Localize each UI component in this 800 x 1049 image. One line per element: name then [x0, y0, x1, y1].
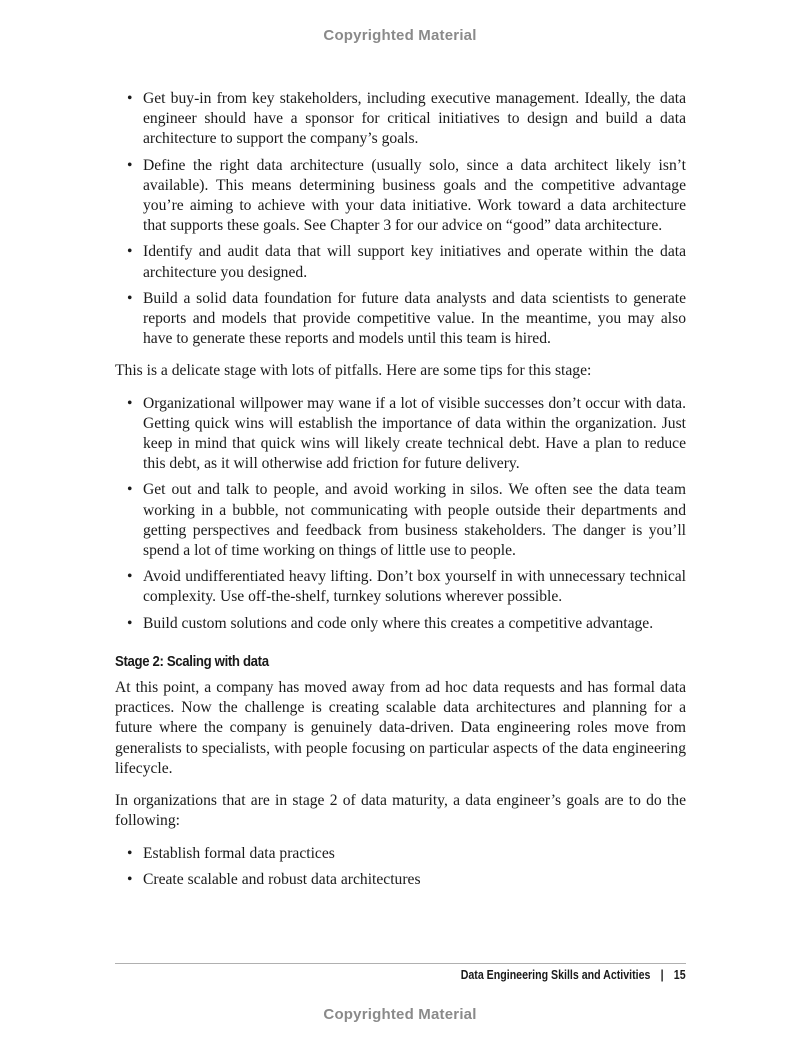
page-footer [461, 968, 686, 982]
bullet-icon: • [127, 243, 133, 261]
footer-separator: | [661, 968, 664, 982]
footer-divider [115, 963, 686, 964]
list-item: • Build custom solutions and code only where this creates a competitive advantage. [115, 614, 686, 634]
section-heading: Stage 2: Scaling with data [115, 652, 269, 670]
page-number: 15 [674, 968, 686, 982]
list-item: • Establish formal data practices [115, 844, 686, 864]
list-item: • Define the right data architecture (usually solo, since a data architect likely isn’t available). This means determining business goals and the competitive advantage you’re aiming to achieve with your data initiative. Work toward a data architecture that supports these goals. See Chapter 3 for our advice on “good” data architecture. [127, 156, 686, 235]
paragraph-tips-intro: This is a delicate stage with lots of pitfalls. Here are some tips for this stage: [115, 362, 592, 380]
copyright-watermark-top: Copyrighted Material [323, 27, 477, 44]
list-item: • Avoid undifferentiated heavy lifting. Don’t box yourself in with unnecessary technical complexity. Use off-the-shelf, turnkey solutions wherever possible. [127, 568, 686, 606]
paragraph-stage2-intro: At this point, a company has moved away from ad hoc data requests and has formal data practices. Now the challenge is creating scalable data architectures and planning for a future where the company is genuinely data-driven. Data engineering roles move from generalists to specialists, with people focusing on particular aspects of the data engineering lifecycle. [115, 679, 686, 777]
bullet-icon: • [127, 289, 133, 307]
bullet-icon: • [127, 90, 133, 107]
bullet-icon: • [127, 870, 133, 888]
bullet-icon: • [127, 394, 133, 412]
tips-list [115, 394, 686, 634]
copyright-watermark-bottom: Copyrighted Material [323, 1006, 477, 1023]
page-body [115, 89, 686, 902]
stage2-goals-list [115, 844, 686, 890]
bullet-icon: • [127, 156, 133, 174]
stage1-goals-list [115, 89, 686, 349]
list-item: • Organizational willpower may wane if a lot of visible successes don’t occur with data. Getting quick wins will establish the importance of data within the organization. Just keep in mind that quick wins will likely create technical debt. Have a plan to reduce this debt, as it will otherwise add friction for future delivery. [127, 394, 686, 473]
list-item: • Create scalable and robust data architectures [115, 870, 686, 890]
bullet-icon: • [127, 844, 133, 862]
list-item: • Identify and audit data that will support key initiatives and operate within the data architecture you designed. [127, 243, 686, 281]
list-item: • Build a solid data foundation for future data analysts and data scientists to generate reports and models that provide competitive value. In the meantime, you may also have to generate these reports and models until this team is hired. [127, 289, 686, 348]
list-item: • Get buy-in from key stakeholders, including executive management. Ideally, the data engineer should have a sponsor for critical initiatives to design and build a data architecture to support the company’s goals. [127, 90, 686, 148]
paragraph-stage2-goals: In organizations that are in stage 2 of data maturity, a data engineer’s goals are to do the following: [115, 792, 686, 830]
bullet-icon: • [127, 614, 133, 632]
footer-section-title: Data Engineering Skills and Activities [461, 968, 651, 982]
list-item: • Get out and talk to people, and avoid working in silos. We often see the data team working in a bubble, not communicating with people outside their departments and getting perspectives and feedback from business stakeholders. The danger is you’ll spend a lot of time working on things of little use to people. [127, 481, 686, 560]
bullet-icon: • [127, 568, 133, 586]
bullet-icon: • [127, 481, 133, 499]
